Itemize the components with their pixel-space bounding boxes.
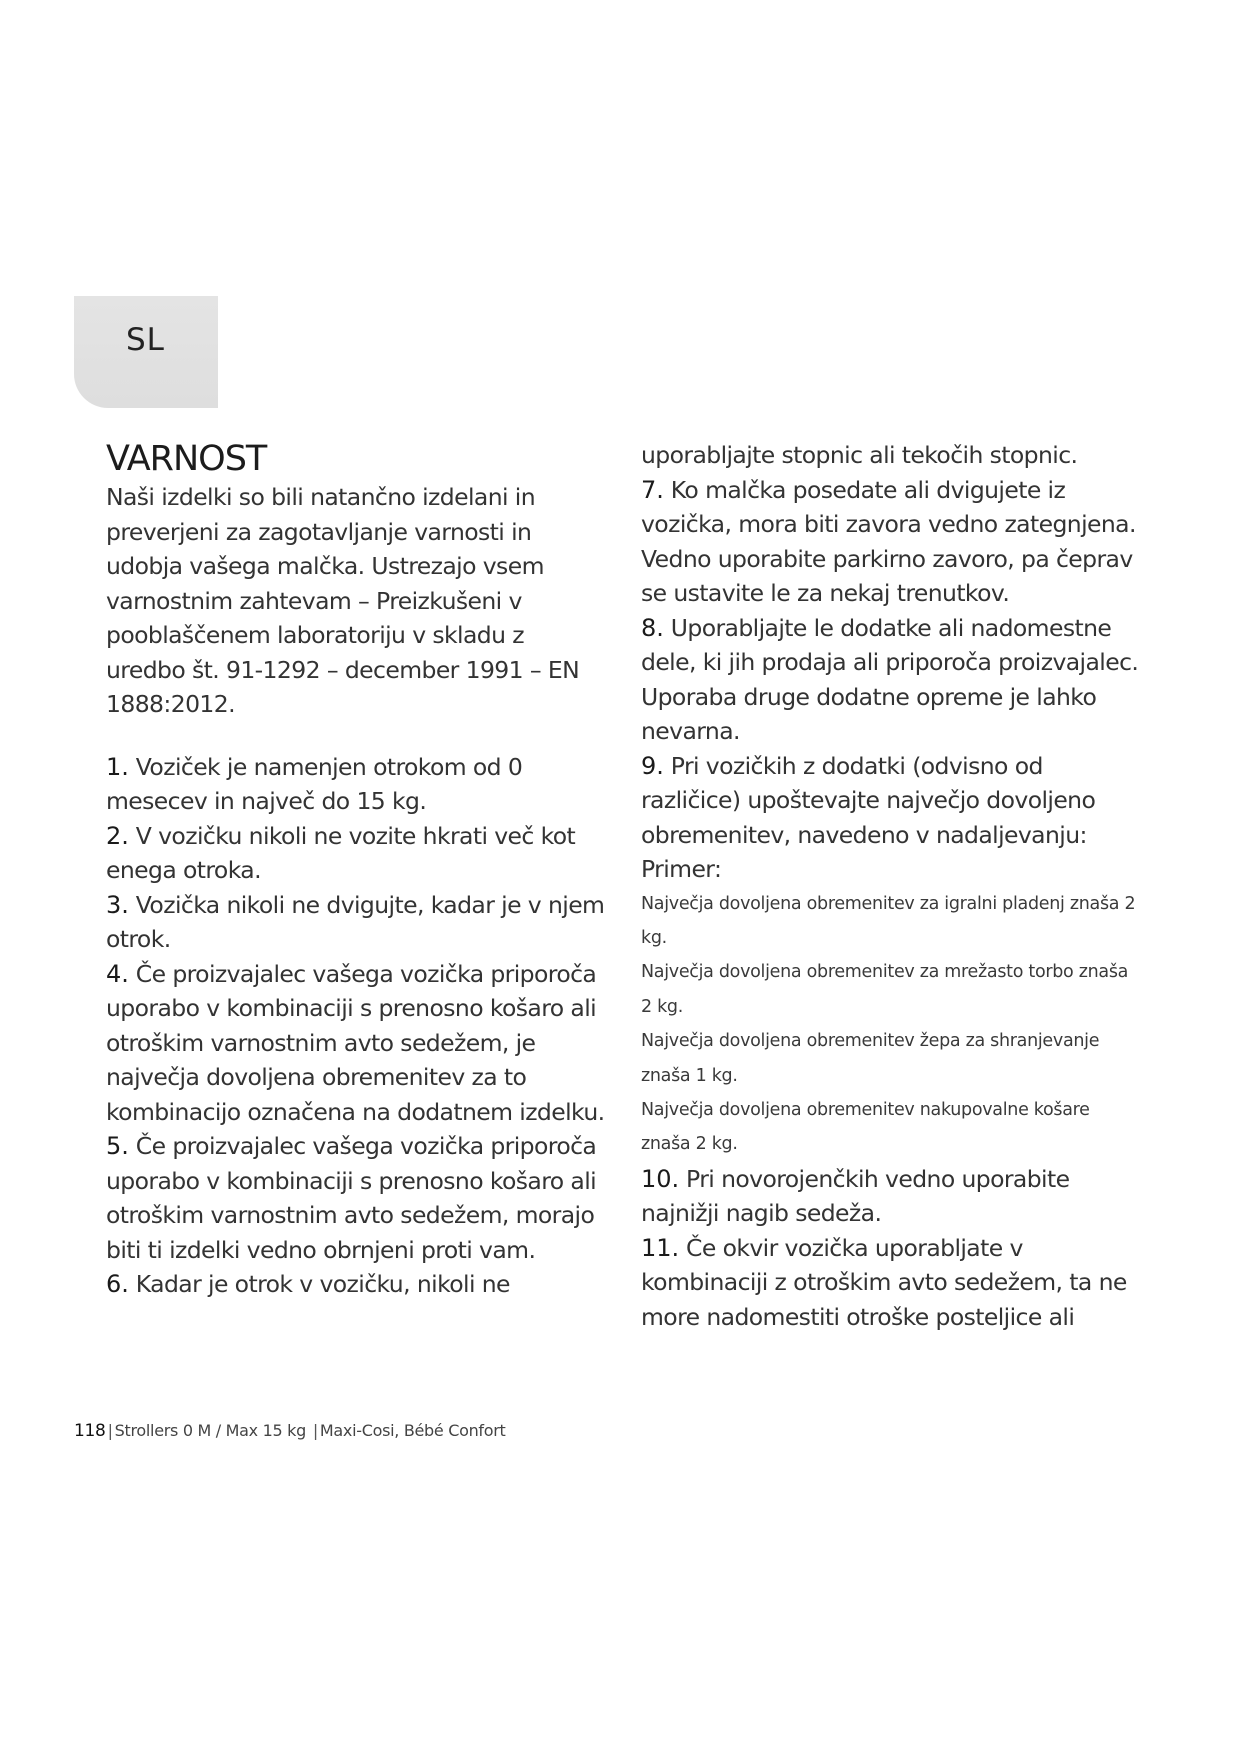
safety-item-9 [641, 749, 1141, 853]
load-note: Največja dovoljena obremenitev za igralni pladenj znaša 2 kg. [641, 893, 1136, 948]
footer-brands: Maxi-Cosi, Bébé Confort [319, 1421, 506, 1440]
footer-divider: | [107, 1421, 113, 1440]
item-number: 3. [106, 890, 129, 919]
item-text: Ko malčka posedate ali dvigujete iz vozička, mora biti zavora vedno zategnjena. Vedno uporabite parkirno zavoro, pa čeprav se ustavite le za nekaj trenutkov. [641, 475, 1136, 607]
item-number: 7. [641, 475, 664, 504]
item-text: Če proizvajalec vašega vozička priporoča uporabo v kombinaciji s prenosno košaro ali otroškim varnostnim avto sedežem, je največja dovoljena obremenitev za to kombinacijo označena na dodatnem izdelku. [106, 959, 605, 1126]
item-text: Vozička nikoli ne dvigujte, kadar je v njem otrok. [106, 890, 605, 953]
item-text: Če proizvajalec vašega vozička priporoča uporabo v kombinaciji s prenosno košaro ali otroškim varnostnim avto sedežem, morajo biti ti izdelki vedno obrnjeni proti vam. [106, 1132, 597, 1264]
item-number: 11. [641, 1233, 680, 1262]
page-number: 118 [74, 1421, 106, 1441]
example-label: Primer: [641, 855, 722, 883]
safety-item-10 [641, 1162, 1141, 1231]
left-column [106, 436, 606, 1302]
item-text: Kadar je otrok v vozičku, nikoli ne [135, 1270, 510, 1298]
item-text: Če okvir vozička uporabljate v kombinaciji z otroškim avto sedežem, ta ne more nadomestiti otroške posteljice ali [641, 1233, 1127, 1331]
item-text: Pri vozičkih z dodatki (odvisno od različice) upoštevajte največjo dovoljeno obremenitev, navedeno v nadaljevanju: [641, 751, 1096, 849]
language-code: SL [126, 322, 165, 358]
safety-item-3 [106, 888, 606, 957]
section-title: VARNOST [106, 439, 267, 479]
item-number: 10. [641, 1164, 680, 1193]
safety-item-5 [106, 1129, 606, 1267]
item-number: 6. [106, 1270, 129, 1298]
footer-product: Strollers 0 M / Max 15 kg [114, 1421, 307, 1440]
item-number: 4. [106, 959, 129, 988]
safety-item-4 [106, 957, 606, 1130]
safety-item-2 [106, 819, 606, 888]
item-text: Voziček je namenjen otrokom od 0 mesecev in največ do 15 kg. [106, 752, 523, 815]
item-text: V vozičku nikoli ne vozite hkrati več kot enega otroka. [106, 821, 576, 884]
intro-paragraph: Naši izdelki so bili natančno izdelani in preverjeni za zagotavljanje varnosti in udobja vašega malčka. Ustrezajo vsem varnostnim zahtevam – Preizkušeni v pooblaščenem laboratoriju v skladu z uredbo št. 91-1292 – december 1991 – EN 1888:2012. [106, 483, 580, 718]
item-text: Uporabljajte le dodatke ali nadomestne dele, ki jih prodaja ali priporoča proizvajalec. Uporaba druge dodatne opreme je lahko nevarna. [641, 613, 1139, 745]
safety-item-1 [106, 750, 606, 819]
item-text: Pri novorojenčkih vedno uporabite najnižji nagib sedeža. [641, 1164, 1070, 1228]
safety-item-8 [641, 611, 1141, 749]
load-note: Največja dovoljena obremenitev za mrežasto torbo znaša 2 kg. [641, 962, 1129, 1017]
page-footer [74, 1421, 506, 1441]
right-column [641, 438, 1141, 1334]
item-number: 1. [106, 752, 129, 781]
item-number: 5. [106, 1132, 129, 1160]
load-note: Največja dovoljena obremenitev nakupovalne košare znaša 2 kg. [641, 1099, 1090, 1155]
continuation-text: uporabljajte stopnic ali tekočih stopnic. [641, 441, 1078, 469]
safety-item-11 [641, 1231, 1141, 1335]
load-note: Največja dovoljena obremenitev žepa za shranjevanje znaša 1 kg. [641, 1031, 1100, 1086]
item-number: 2. [106, 821, 129, 850]
item-number: 9. [641, 751, 664, 780]
safety-item-7 [641, 473, 1141, 611]
footer-divider: | [312, 1421, 318, 1440]
item-number: 8. [641, 613, 664, 642]
language-tab [74, 296, 218, 408]
safety-item-6 [106, 1267, 606, 1302]
